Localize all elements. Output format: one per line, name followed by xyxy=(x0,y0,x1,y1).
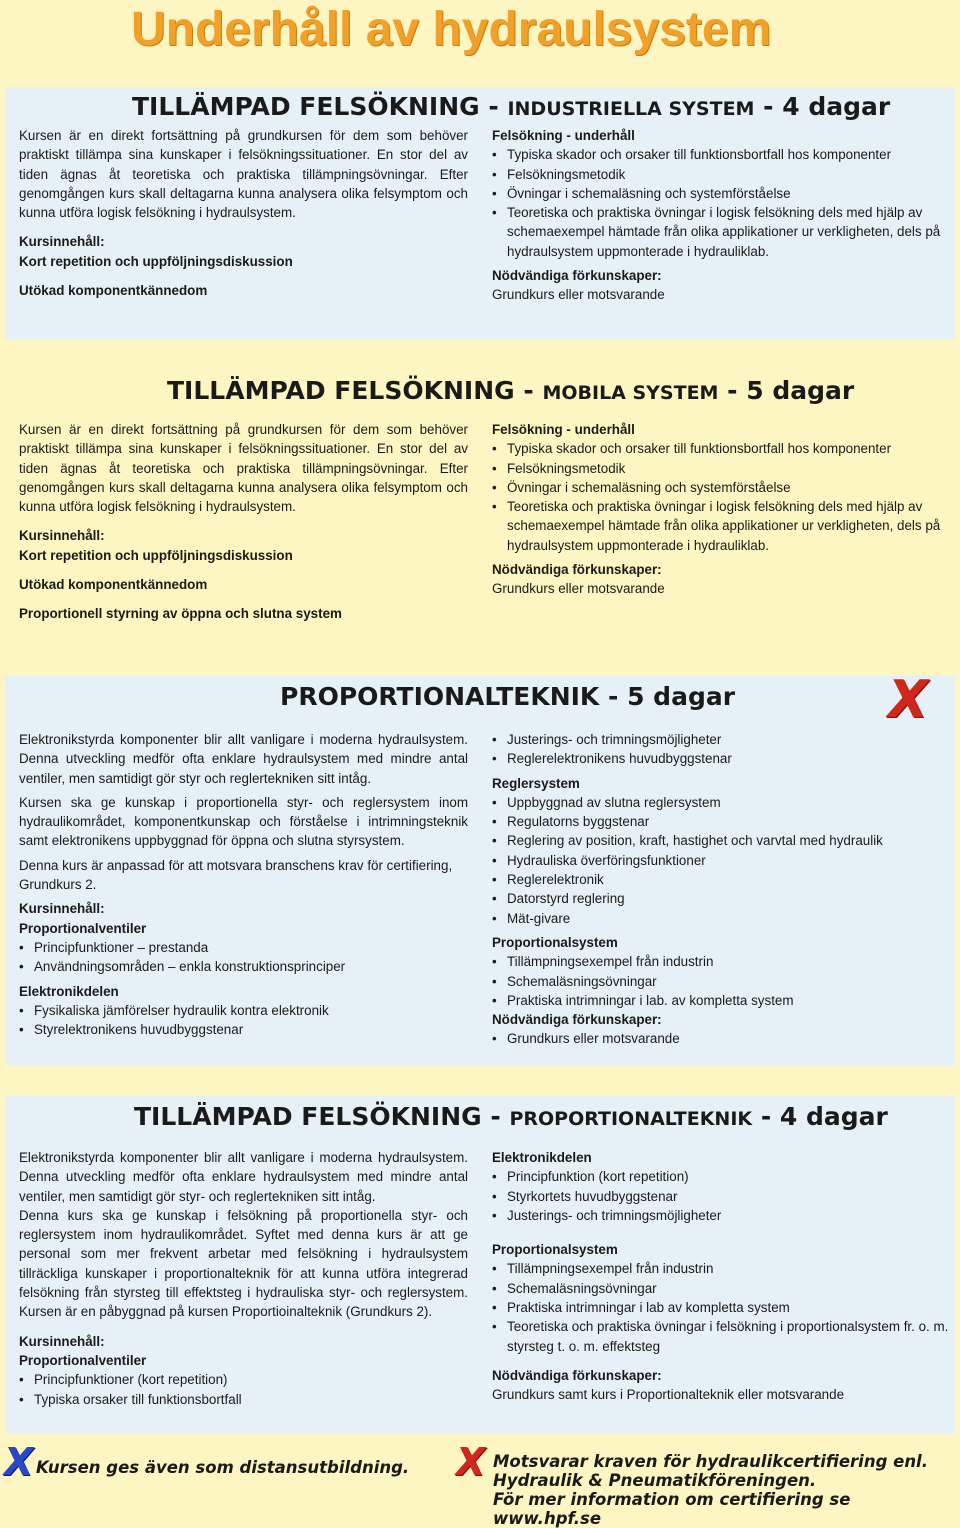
prereq-text: Grundkurs samt kurs i Proportionalteknik eller motsvarande xyxy=(492,1387,845,1403)
list-item: • Tillämpningsexempel från industrin xyxy=(492,1259,952,1278)
group-list xyxy=(492,952,952,1010)
list-item: • Reglerelektronik xyxy=(492,870,952,889)
content-item: Proportionell styrning av öppna och slutna system xyxy=(19,606,342,622)
list-item: • Datorstyrd reglering xyxy=(492,889,952,908)
right-column xyxy=(492,730,952,1049)
distance-x-icon: X xyxy=(4,1440,34,1484)
list-item: • Regulatorns byggstenar xyxy=(492,812,952,831)
content-heading: Kursinnehåll: xyxy=(19,234,105,250)
group-heading: Elektronikdelen xyxy=(19,983,119,999)
list-item: • Praktiska intrimningar i lab av kompletta system xyxy=(492,1298,952,1317)
content-heading: Kursinnehåll: xyxy=(19,901,105,917)
list-item: • Principfunktion (kort repetition) xyxy=(492,1167,952,1186)
distance-note: Kursen ges även som distansutbildning. xyxy=(36,1458,410,1477)
prereq-text: Grundkurs eller motsvarande xyxy=(492,287,665,303)
paragraph: Denna kurs är anpassad för att motsvara branschens krav för certifiering, Grundkurs 2. xyxy=(19,857,453,893)
left-column xyxy=(19,126,468,300)
content-item: Utökad komponentkännedom xyxy=(19,283,208,299)
list-item: • Grundkurs eller motsvarande xyxy=(492,1029,952,1048)
prereq-heading: Nödvändiga förkunskaper: xyxy=(492,268,662,284)
list-item: • Övningar i schemaläsning och systemförståelse xyxy=(492,478,947,497)
certification-x-icon: X xyxy=(456,1440,486,1484)
list-item: • Justerings- och trimningsmöjligheter xyxy=(492,1206,952,1225)
content-item: Utökad komponentkännedom xyxy=(19,577,208,593)
list-item: • Reglerelektronikens huvudbyggstenar xyxy=(492,749,952,768)
list-item: • Schemaläsningsövningar xyxy=(492,1279,952,1298)
right-heading: Felsökning - underhåll xyxy=(492,128,635,143)
paragraph: Denna kurs ska ge kunskap i felsökning på proportionella styr- och reglersystem inom hydraulikområdet. Syftet med denna kurs är att ge personal som mer frekvent arbetar med felsökning i hydraulsystem tillräckliga kunskaper i proportionalteknik för att kunna utföra integrerad felsökning från styrsteg till effektsteg i hydrauliska styr- och reglersystem. Kursen är en påbyggnad på kursen Proportioinalteknik (Grundkurs 2). xyxy=(19,1207,468,1320)
list-item: • Principfunktioner (kort repetition) xyxy=(19,1370,468,1389)
right-column xyxy=(492,1148,952,1405)
list-item: • Mät-givare xyxy=(492,909,952,928)
section-title: TILLÄMPAD FELSÖKNING - PROPORTIONALTEKNIK - 4 dagar xyxy=(134,1102,888,1131)
intro-text: Kursen är en direkt fortsättning på grundkursen för dem som behöver praktiskt tillämpa sina kunskaper i felsökningssituationer. En stor del av tiden ägnas åt teoretiska och praktiska tillämpningsövningar. Efter genomgången kurs skall deltagarna kunna analysera olika felsymptom och kunna utföra logisk felsökning i hydraulsystem. xyxy=(19,422,468,515)
list-item: • Styrelektronikens huvudbyggstenar xyxy=(19,1020,468,1039)
group-list xyxy=(19,1370,468,1409)
group-heading: Proportionalventiler xyxy=(19,1352,147,1368)
group-heading: Proportionalsystem xyxy=(492,1242,618,1258)
list-item: • Teoretiska och praktiska övningar i logisk felsökning dels med hjälp av schemaexempel hämtade från olika applikationer ur verkligheten, dels på hydraulsystem uppmonterade i hydrauliklab. xyxy=(492,203,947,261)
prereq-heading: Nödvändiga förkunskaper: xyxy=(492,562,662,578)
list-item: • Användningsområden – enkla konstruktionsprinciper xyxy=(19,957,468,976)
group-list xyxy=(492,793,952,928)
right-column xyxy=(492,126,947,305)
group-list xyxy=(492,1029,952,1048)
certification-line: Motsvarar kraven för hydraulikcertifiering enl. xyxy=(493,1452,928,1471)
right-heading: Felsökning - underhåll xyxy=(492,422,635,437)
right-bullets xyxy=(492,145,947,261)
list-item: • Teoretiska och praktiska övningar i felsökning i proportionalsystem fr. o. m. styrsteg t. o. m. effektsteg xyxy=(492,1317,952,1356)
list-item: • Typiska orsaker till funktionsbortfall xyxy=(19,1390,468,1409)
prereq-text: Grundkurs eller motsvarande xyxy=(492,581,665,597)
list-item: • Övningar i schemaläsning och systemförståelse xyxy=(492,184,947,203)
certification-line: För mer information om certifiering se www.hpf.se xyxy=(493,1490,851,1528)
group-heading: Nödvändiga förkunskaper: xyxy=(492,1012,662,1028)
left-column xyxy=(19,1148,468,1409)
group-heading: Elektronikdelen xyxy=(492,1150,592,1165)
group-list xyxy=(19,938,468,977)
list-item: • Principfunktioner – prestanda xyxy=(19,938,468,957)
list-item: • Praktiska intrimningar i lab. av kompletta system xyxy=(492,991,952,1010)
list-item: • Fysikaliska jämförelser hydraulik kontra elektronik xyxy=(19,1001,468,1020)
page-title: Underhåll av hydraulsystem xyxy=(131,3,772,56)
list-item: • Reglering av position, kraft, hastighet och varvtal med hydraulik xyxy=(492,831,952,850)
content-item: Kort repetition och uppföljningsdiskussion xyxy=(19,253,293,269)
list-item: • Styrkortets huvudbyggstenar xyxy=(492,1187,952,1206)
certification-x-icon: X xyxy=(888,670,929,730)
list-item: • Tillämpningsexempel från industrin xyxy=(492,952,952,971)
paragraph: Kursen ska ge kunskap i proportionella styr- och reglersystem inom hydraulikområdet, komponentkunskap och förståelse i intrimningsteknik samt elektronikens uppbyggnad för öppna och slutna styrsystem. xyxy=(19,794,468,849)
group-list xyxy=(492,1259,952,1355)
top-list xyxy=(492,730,952,769)
list-item: • Typiska skador och orsaker till funktionsbortfall hos komponenter xyxy=(492,439,947,458)
list-item: • Felsökningsmetodik xyxy=(492,459,947,478)
section-title: TILLÄMPAD FELSÖKNING - INDUSTRIELLA SYSTEM - 4 dagar xyxy=(132,92,891,121)
left-column xyxy=(19,420,468,624)
content-heading: Kursinnehåll: xyxy=(19,528,105,544)
certification-note xyxy=(493,1452,960,1528)
paragraph: Elektronikstyrda komponenter blir allt vanligare i moderna hydraulsystem. Denna utveckling medför ofta enklare hydraulsystem med mindre antal ventiler, men samtidigt gör styr- och reglertekniken sitt intåg. xyxy=(19,1150,468,1204)
group-heading: Reglersystem xyxy=(492,775,580,791)
paragraph: Elektronikstyrda komponenter blir allt vanligare i moderna hydraulsystem. Denna utveckling medför ofta enklare hydraulsystem med mindre antal ventiler, men samtidigt gör styr och reglertekniken sitt intåg. xyxy=(19,732,468,786)
list-item: • Felsökningsmetodik xyxy=(492,165,947,184)
list-item: • Schemaläsningsövningar xyxy=(492,972,952,991)
group-list xyxy=(492,1167,952,1225)
list-item: • Typiska skador och orsaker till funktionsbortfall hos komponenter xyxy=(492,145,947,164)
section-title: PROPORTIONALTEKNIK - 5 dagar xyxy=(280,682,736,711)
group-list xyxy=(19,1001,468,1040)
right-bullets xyxy=(492,439,947,555)
list-item: • Uppbyggnad av slutna reglersystem xyxy=(492,793,952,812)
group-heading: Proportionalventiler xyxy=(19,920,147,936)
list-item: • Hydrauliska överföringsfunktioner xyxy=(492,851,952,870)
left-column xyxy=(19,730,468,1039)
list-item: • Teoretiska och praktiska övningar i logisk felsökning dels med hjälp av schemaexempel hämtade från olika applikationer ur verkligheten, dels på hydraulsystem uppmonterade i hydrauliklab. xyxy=(492,497,947,555)
prereq-heading: Nödvändiga förkunskaper: xyxy=(492,1367,662,1383)
group-heading: Proportionalsystem xyxy=(492,934,618,950)
content-heading: Kursinnehåll: xyxy=(19,1333,105,1349)
intro-text: Kursen är en direkt fortsättning på grundkursen för dem som behöver praktiskt tillämpa sina kunskaper i felsökningssituationer. En stor del av tiden ägnas åt teoretiska och praktiska tillämpningsövningar. Efter genomgången kurs skall deltagarna kunna analysera olika felsymptom och kunna utföra logisk felsökning i hydraulsystem. xyxy=(19,128,468,221)
section-title: TILLÄMPAD FELSÖKNING - MOBILA SYSTEM - 5 dagar xyxy=(167,376,855,405)
list-item: • Justerings- och trimningsmöjligheter xyxy=(492,730,952,749)
certification-line: Hydraulik & Pneumatikföreningen. xyxy=(493,1471,817,1490)
content-item: Kort repetition och uppföljningsdiskussion xyxy=(19,547,293,563)
right-column xyxy=(492,420,947,599)
